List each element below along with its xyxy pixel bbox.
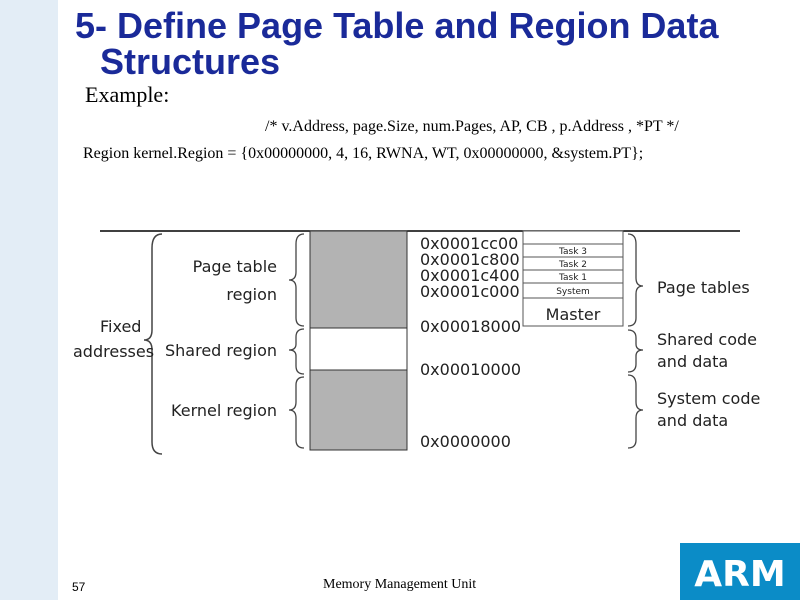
kernel-block — [310, 370, 407, 450]
system-code-label-line2: and data — [657, 411, 729, 430]
address-label: 0x0001c800 — [420, 250, 520, 269]
slide-title — [75, 5, 790, 82]
shared-code-label-line2: and data — [657, 352, 729, 371]
page-tables-brace — [628, 234, 643, 326]
page-table-label-line2: region — [226, 285, 277, 304]
footer-text: Memory Management Unit — [323, 577, 477, 592]
page-table-block — [310, 231, 407, 328]
address-label: 0x0001cc00 — [420, 234, 519, 253]
shared-region-brace — [289, 329, 304, 374]
example-label: Example: — [85, 82, 170, 107]
page-table-brace — [289, 234, 304, 326]
memory-map-diagram — [60, 220, 800, 460]
shared-region-label: Shared region — [164, 341, 277, 360]
address-label: 0x0001c400 — [420, 266, 520, 285]
address-label: 0x00018000 — [420, 317, 522, 336]
arm-logo-text: ARM — [694, 554, 786, 595]
shared-code-label-line1: Shared code — [657, 330, 757, 349]
system-code-label-line1: System code — [657, 389, 761, 408]
arm-logo-graphic — [680, 543, 800, 600]
page-table-label-line1: Page table — [192, 257, 277, 276]
system-code-brace — [628, 375, 643, 448]
system-label: System — [556, 287, 590, 297]
title-line-1: 5- Define Page Table and Region Data — [75, 5, 719, 46]
address-label: 0x0001c000 — [420, 282, 520, 301]
fixed-label-line1: Fixed — [100, 317, 142, 336]
address-label: 0x0000000 — [420, 432, 511, 451]
page-number: 57 — [72, 580, 86, 594]
arm-logo — [680, 543, 800, 600]
fixed-label-line2: addresses — [73, 342, 155, 361]
page-tables-label: Page tables — [657, 278, 750, 297]
shared-block — [310, 328, 407, 370]
master-label: Master — [545, 305, 601, 324]
kernel-region-brace — [289, 377, 304, 448]
left-sidebar — [0, 0, 58, 600]
task3-label: Task 3 — [558, 247, 588, 257]
kernel-region-label: Kernel region — [171, 401, 277, 420]
task1-label: Task 1 — [558, 273, 588, 283]
code-line: Region kernel.Region = {0x00000000, 4, 16, RWNA, WT, 0x00000000, &system.PT}; — [83, 145, 644, 162]
address-label: 0x00010000 — [420, 360, 522, 379]
task2-label: Task 2 — [558, 260, 588, 270]
title-line-2: Structures — [100, 41, 281, 82]
shared-code-brace — [628, 330, 643, 372]
code-comment: /* v.Address, page.Size, num.Pages, AP, CB , p.Address , *PT */ — [265, 118, 679, 135]
